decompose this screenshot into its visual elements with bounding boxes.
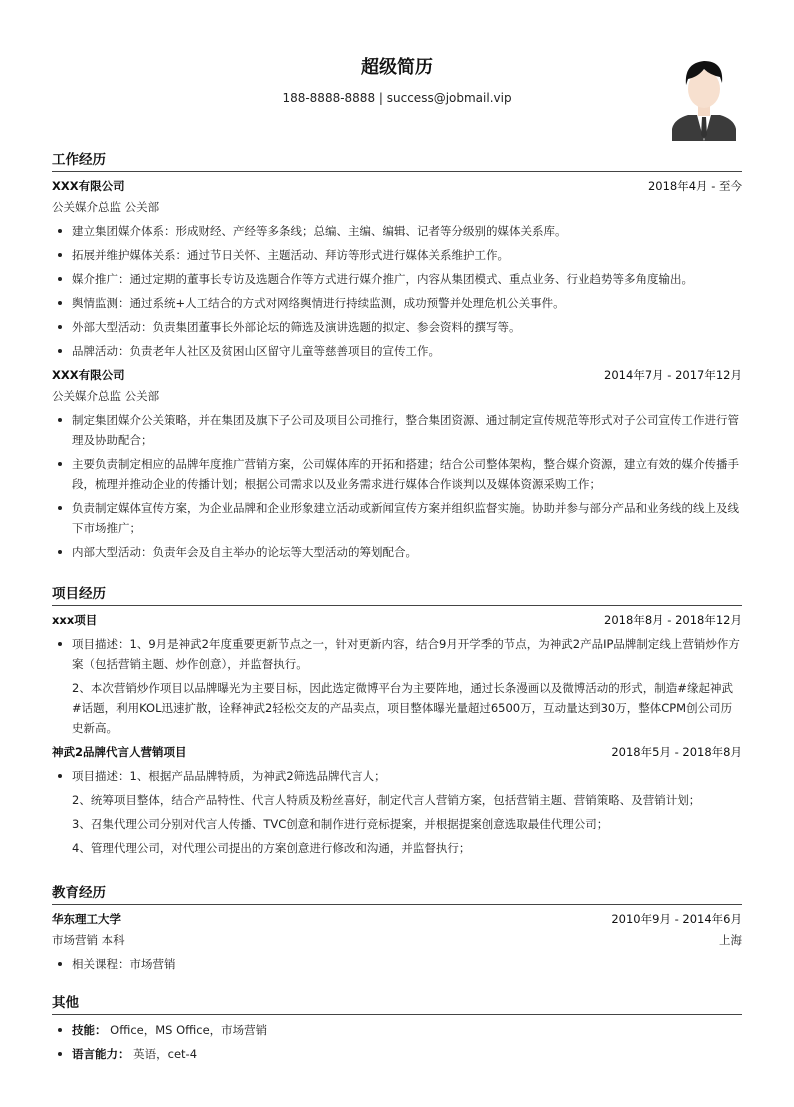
education-entry xyxy=(52,909,742,974)
list-item: 舆情监测：通过系统+人工结合的方式对网络舆情进行持续监测，成功预警并处理危机公关事件。 xyxy=(52,293,742,313)
project-name: 神武2品牌代言人营销项目 xyxy=(52,745,187,759)
job-date: 2018年4月 - 至今 xyxy=(647,179,742,193)
project-description: 项目描述：1、根据产品品牌特质，为神武2筛选品牌代言人； xyxy=(72,769,386,783)
list-item: 外部大型活动：负责集团董事长外部论坛的筛选及演讲选题的拟定、参会资料的撰写等。 xyxy=(52,317,742,337)
project-name: xxx项目 xyxy=(52,613,98,627)
skill-key: 技能： xyxy=(72,1023,107,1037)
job-entry xyxy=(52,176,742,361)
list-item xyxy=(52,1020,742,1040)
major-degree: 市场营销 本科 xyxy=(52,933,125,947)
section-title-other: 其他 xyxy=(52,993,742,1015)
candidate-name: 超级简历 xyxy=(361,57,433,78)
project-description: 项目描述：1、9月是神武2年度重要更新节点之一，针对更新内容，结合9月开学季的节点，为神武2产品IP品牌制定线上营销炒作方案（包括营销主题、炒作创意），并监督执行。 xyxy=(72,637,740,671)
company-name: XXX有限公司 xyxy=(52,368,125,382)
section-title-projects: 项目经历 xyxy=(52,584,742,606)
school-name: 华东理工大学 xyxy=(52,912,121,926)
company-name: XXX有限公司 xyxy=(52,179,125,193)
language-key: 语言能力： xyxy=(72,1047,130,1061)
project-description-continued: 2、本次营销炒作项目以品牌曝光为主要目标，因此选定微博平台为主要阵地，通过长条漫画以及微博活动的形式，制造#缘起神武#话题，利用KOL迅速扩散，诠释神武2轻松交友的产品卖点，项目整体曝光量超过6500万，互动量达到30万，整体CPM创公司历史新高。 xyxy=(72,681,733,735)
list-item: 媒介推广：通过定期的董事长专访及选题合作等方式进行媒介推广，内容从集团模式、重点业务、行业趋势等多角度输出。 xyxy=(52,269,742,289)
work-section xyxy=(52,150,742,566)
other-section xyxy=(52,993,742,1068)
education-section xyxy=(52,883,742,978)
project-description-continued: 3、召集代理公司分别对代言人传播、TVC创意和制作进行竞标提案，并根据提案创意选取最佳代理公司； xyxy=(72,817,609,831)
project-entry xyxy=(52,742,742,858)
contact-info: 188-8888-8888 | success@jobmail.vip xyxy=(282,91,512,105)
avatar xyxy=(670,55,738,141)
list-item: 制定集团媒介公关策略，并在集团及旗下子公司及项目公司推行，整合集团资源、通过制定宣传规范等形式对子公司宣传工作进行管理及协助配合； xyxy=(52,410,742,450)
list-item: 相关课程：市场营销 xyxy=(52,954,742,974)
list-item: 内部大型活动：负责年会及自主举办的论坛等大型活动的筹划配合。 xyxy=(52,542,742,562)
project-description-continued: 4、管理代理公司，对代理公司提出的方案创意进行修改和沟通，并监督执行； xyxy=(72,841,471,855)
list-item: 拓展并维护媒体关系：通过节日关怀、主题活动、拜访等形式进行媒体关系维护工作。 xyxy=(52,245,742,265)
job-entry xyxy=(52,365,742,562)
project-entry xyxy=(52,610,742,738)
list-item: 主要负责制定相应的品牌年度推广营销方案，公司媒体库的开拓和搭建；结合公司整体架构，整合媒介资源，建立有效的媒介传播手段，梳理并推动企业的传播计划；根据公司需求以及业务需求进行媒体合作谈判以及媒体资源采购工作； xyxy=(52,454,742,494)
job-role: 公关媒介总监 公关部 xyxy=(52,200,160,214)
list-item: 负责制定媒体宣传方案，为企业品牌和企业形象建立活动或新闻宣传方案并组织监督实施。协助并参与部分产品和业务线的线上及线下市场推广； xyxy=(52,498,742,538)
school-city: 上海 xyxy=(719,933,742,947)
job-role: 公关媒介总监 公关部 xyxy=(52,389,160,403)
section-title-work: 工作经历 xyxy=(52,150,742,172)
section-title-education: 教育经历 xyxy=(52,883,742,905)
list-item: 品牌活动：负责老年人社区及贫困山区留守儿童等慈善项目的宣传工作。 xyxy=(52,341,742,361)
projects-section xyxy=(52,584,742,862)
project-date: 2018年5月 - 2018年8月 xyxy=(611,745,742,759)
list-item xyxy=(52,766,742,858)
language-value: 英语，cet-4 xyxy=(129,1047,198,1061)
job-date: 2014年7月 - 2017年12月 xyxy=(604,368,742,382)
project-date: 2018年8月 - 2018年12月 xyxy=(604,613,742,627)
list-item xyxy=(52,1044,742,1064)
list-item xyxy=(52,634,742,738)
education-date: 2010年9月 - 2014年6月 xyxy=(611,912,742,926)
project-description-continued: 2、统筹项目整体，结合产品特性、代言人特质及粉丝喜好，制定代言人营销方案，包括营销主题、营销策略、及营销计划； xyxy=(72,793,701,807)
list-item: 建立集团媒介体系：形成财经、产经等多条线；总编、主编、编辑、记者等分级别的媒体关系库。 xyxy=(52,221,742,241)
skill-value: Office，MS Office，市场营销 xyxy=(106,1023,268,1037)
